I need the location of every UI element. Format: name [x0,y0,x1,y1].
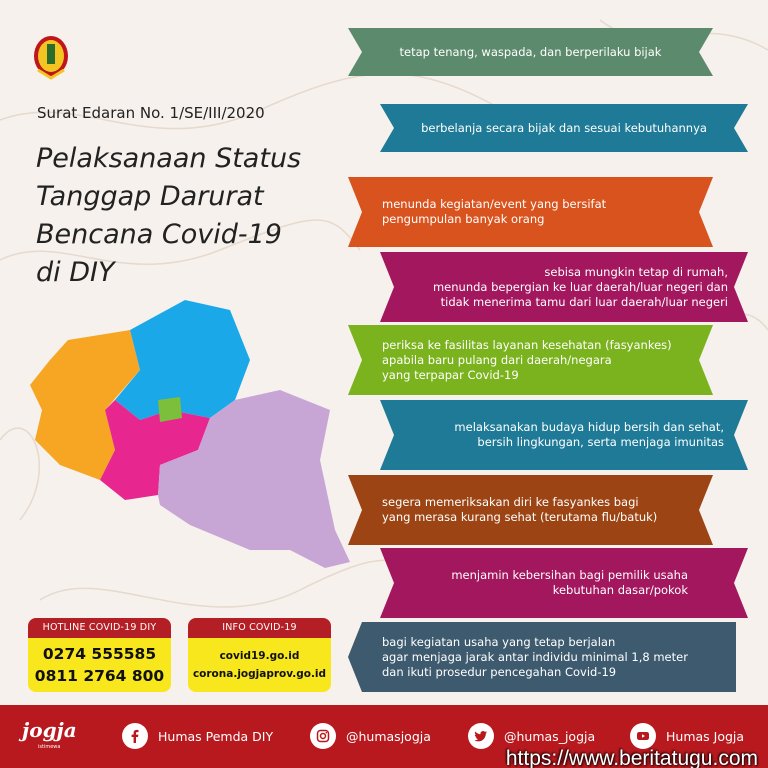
guideline-banner [380,400,748,470]
guideline-text-line: bersih lingkungan, serta menjaga imunitas [477,435,724,449]
guideline-text-line: berbelanja secara bijak dan sesuai kebutuhannya [421,120,707,135]
hotline-label: HOTLINE COVID-19 DIY [28,618,171,638]
guideline-text [348,197,713,227]
guideline-text-line: melaksanakan budaya hidup bersih dan sehat, [454,420,724,434]
guideline-text [380,568,748,598]
guideline-text [380,265,748,310]
twitter-link[interactable] [468,723,595,749]
guideline-banner [380,252,748,322]
guideline-text-line: sebisa mungkin tetap di rumah, [544,264,728,279]
facebook-icon [122,723,148,749]
diy-region-map [20,300,360,590]
youtube-icon [630,723,656,749]
guideline-text-line: periksa ke fasilitas layanan kesehatan (fasyankes) [382,337,672,352]
guideline-text [348,635,740,680]
guideline-text [348,45,713,60]
guideline-banner [380,548,748,618]
jogja-brand-tagline: istimewa [38,744,61,750]
guideline-text-line: menjamin kebersihan bagi pemilik usaha [451,568,688,582]
title-line: di DIY [36,257,115,288]
guideline-text-line: pengumpulan banyak orang [382,212,545,226]
title-line: Tanggap Darurat [36,181,264,212]
hotline-number[interactable]: 0274 555585 [42,645,157,663]
guideline-text-line: tidak menerima tamu dari luar daerah/luar negeri [440,294,728,309]
guideline-text-line: tetap tenang, waspada, dan berperilaku bijak [399,44,662,59]
twitter-handle: @humas_jogja [504,728,596,744]
title-line: Pelaksanaan Status [36,143,302,174]
guideline-text-line: yang merasa kurang sehat (terutama flu/batuk) [382,510,658,524]
guideline-banner [348,28,713,76]
guideline-text [380,420,748,450]
source-watermark: https://www.beritatugu.com [505,747,758,768]
info-site-link[interactable]: corona.jogjaprov.go.id [192,668,327,680]
guideline-text [348,338,713,383]
guideline-text-line: menunda kegiatan/event yang bersifat [382,197,607,211]
info-label: INFO COVID-19 [188,618,331,638]
guideline-banner [348,177,713,247]
diy-emblem-icon [32,34,70,80]
guideline-banner [348,475,713,545]
guideline-banner [348,325,713,395]
info-site-link[interactable]: covid19.go.id [219,650,300,662]
guideline-text [348,495,713,525]
guideline-banner [348,622,740,692]
footer-bar [0,705,768,768]
youtube-link[interactable] [630,723,744,749]
guideline-text-line: segera memeriksakan diri ke fasyankes bagi [382,495,639,509]
hotline-box [28,618,171,690]
guideline-text [380,121,748,136]
map-region-yogyakarta [158,397,182,422]
page-title [36,140,356,292]
title-line: Bencana Covid-19 [36,219,282,250]
guideline-text-line: agar menjaga jarak antar individu minimal 1,8 meter [382,649,688,664]
instagram-link[interactable] [310,723,431,749]
guideline-text-line: menunda bepergian ke luar daerah/luar negeri dan [432,279,728,294]
guideline-text-line: yang terpapar Covid-19 [382,367,519,382]
instagram-handle: @humasjogja [346,728,431,744]
guideline-text-line: apabila baru pulang dari daerah/negara [382,352,612,367]
instagram-icon [310,723,336,749]
info-sites [188,638,331,692]
hotline-number[interactable]: 0811 2764 800 [34,667,165,685]
twitter-icon [468,723,494,749]
guideline-text-line: bagi kegiatan usaha yang tetap berjalan [382,634,616,649]
jogja-brand-logo: jogja [22,718,77,742]
info-box [188,618,331,690]
youtube-handle: Humas Jogja [666,728,745,744]
circular-number: Surat Edaran No. 1/SE/III/2020 [37,104,265,122]
facebook-link[interactable] [122,723,273,749]
facebook-handle: Humas Pemda DIY [158,728,274,744]
hotline-numbers [28,638,171,692]
guideline-text-line: kebutuhan dasar/pokok [552,583,688,597]
guideline-text-line: dan ikuti prosedur pencegahan Covid-19 [382,664,617,679]
guideline-banner [380,104,748,152]
